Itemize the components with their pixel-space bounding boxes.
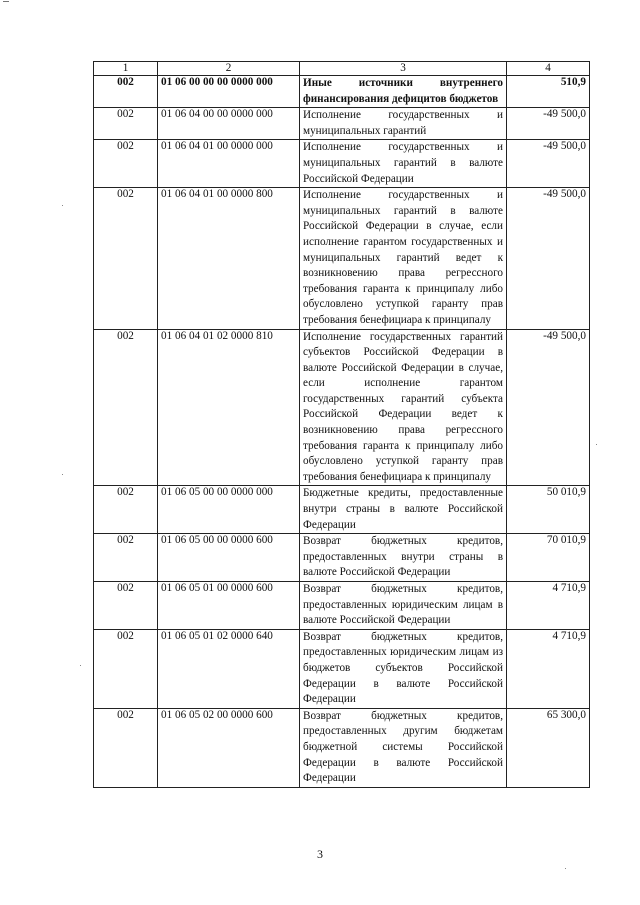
amount-cell: -49 500,0: [507, 108, 590, 140]
admin-code-cell: 002: [94, 188, 158, 329]
scan-speck: [565, 868, 566, 869]
description-cell: Исполнение государственных и муниципальных гарантий: [300, 108, 507, 140]
budget-code-cell: 01 06 04 00 00 0000 000: [158, 108, 300, 140]
budget-code-cell: 01 06 04 01 02 0000 810: [158, 329, 300, 486]
admin-code-cell: 002: [94, 582, 158, 630]
budget-code-cell: 01 06 05 02 00 0000 600: [158, 708, 300, 787]
description-cell: Исполнение государственных и муниципальных гарантий в валюте Российской Федерации: [300, 140, 507, 188]
description-cell: Возврат бюджетных кредитов, предоставленных внутри страны в валюте Российской Федерации: [300, 534, 507, 582]
amount-cell: -49 500,0: [507, 188, 590, 329]
scan-speck: [62, 474, 63, 475]
budget-code-cell: 01 06 05 00 00 0000 600: [158, 534, 300, 582]
amount-cell: 50 010,9: [507, 486, 590, 534]
admin-code-cell: 002: [94, 140, 158, 188]
description-cell: Иные источники внутреннего финансирования дефицитов бюджетов: [300, 76, 507, 108]
amount-cell: -49 500,0: [507, 329, 590, 486]
budget-sources-table: [93, 61, 590, 788]
amount-cell: 70 010,9: [507, 534, 590, 582]
budget-code-cell: 01 06 05 00 00 0000 000: [158, 486, 300, 534]
admin-code-cell: 002: [94, 629, 158, 708]
table-row: [94, 582, 590, 630]
scan-speck: [62, 205, 63, 206]
budget-code-cell: 01 06 04 01 00 0000 000: [158, 140, 300, 188]
scan-speck: [80, 665, 81, 666]
admin-code-cell: 002: [94, 108, 158, 140]
column-header-3: 3: [300, 62, 507, 76]
page-number: 3: [317, 847, 323, 861]
table-header-row: [94, 62, 590, 76]
description-cell: Возврат бюджетных кредитов, предоставленных юридическим лицам из бюджетов субъектов Российской Федерации в валюте Российской Федерации: [300, 629, 507, 708]
table-row: [94, 534, 590, 582]
scan-mark: [3, 1, 9, 2]
table-row: [94, 140, 590, 188]
table-row: [94, 76, 590, 108]
admin-code-cell: 002: [94, 486, 158, 534]
column-header-4: 4: [507, 62, 590, 76]
budget-code-cell: 01 06 05 01 02 0000 640: [158, 629, 300, 708]
budget-code-cell: 01 06 05 01 00 0000 600: [158, 582, 300, 630]
budget-code-cell: 01 06 00 00 00 0000 000: [158, 76, 300, 108]
amount-cell: 4 710,9: [507, 582, 590, 630]
description-cell: Возврат бюджетных кредитов, предоставленных юридическим лицам в валюте Российской Федерации: [300, 582, 507, 630]
description-cell: Исполнение государственных и муниципальных гарантий в валюте Российской Федерации в случае, если исполнение гарантом государственных и муниципальных гарантий ведет к возникновению права регрессного требования гаранта к принципалу либо обусловлено уступкой гаранту прав требования бенефициара к принципалу: [300, 188, 507, 329]
amount-cell: -49 500,0: [507, 140, 590, 188]
table-row: [94, 486, 590, 534]
description-cell: Бюджетные кредиты, предоставленные внутри страны в валюте Российской Федерации: [300, 486, 507, 534]
table-row: [94, 629, 590, 708]
description-cell: Исполнение государственных гарантий субъектов Российской Федерации в валюте Российской Федерации в случае, если исполнение гарантом государственных гарантий субъекта Российской Федерации ведет к возникновению права регрессного требования гаранта к принципалу либо обусловлено уступкой гаранту прав требования бенефициара к принципалу: [300, 329, 507, 486]
table-row: [94, 108, 590, 140]
admin-code-cell: 002: [94, 534, 158, 582]
amount-cell: 65 300,0: [507, 708, 590, 787]
table-row: [94, 329, 590, 486]
table-row: [94, 188, 590, 329]
admin-code-cell: 002: [94, 708, 158, 787]
column-header-1: 1: [94, 62, 158, 76]
description-cell: Возврат бюджетных кредитов, предоставленных другим бюджетам бюджетной системы Российской Федерации в валюте Российской Федерации: [300, 708, 507, 787]
admin-code-cell: 002: [94, 76, 158, 108]
budget-code-cell: 01 06 04 01 00 0000 800: [158, 188, 300, 329]
amount-cell: 4 710,9: [507, 629, 590, 708]
column-header-2: 2: [158, 62, 300, 76]
amount-cell: 510,9: [507, 76, 590, 108]
scan-speck: [596, 444, 597, 445]
admin-code-cell: 002: [94, 329, 158, 486]
table-row: [94, 708, 590, 787]
